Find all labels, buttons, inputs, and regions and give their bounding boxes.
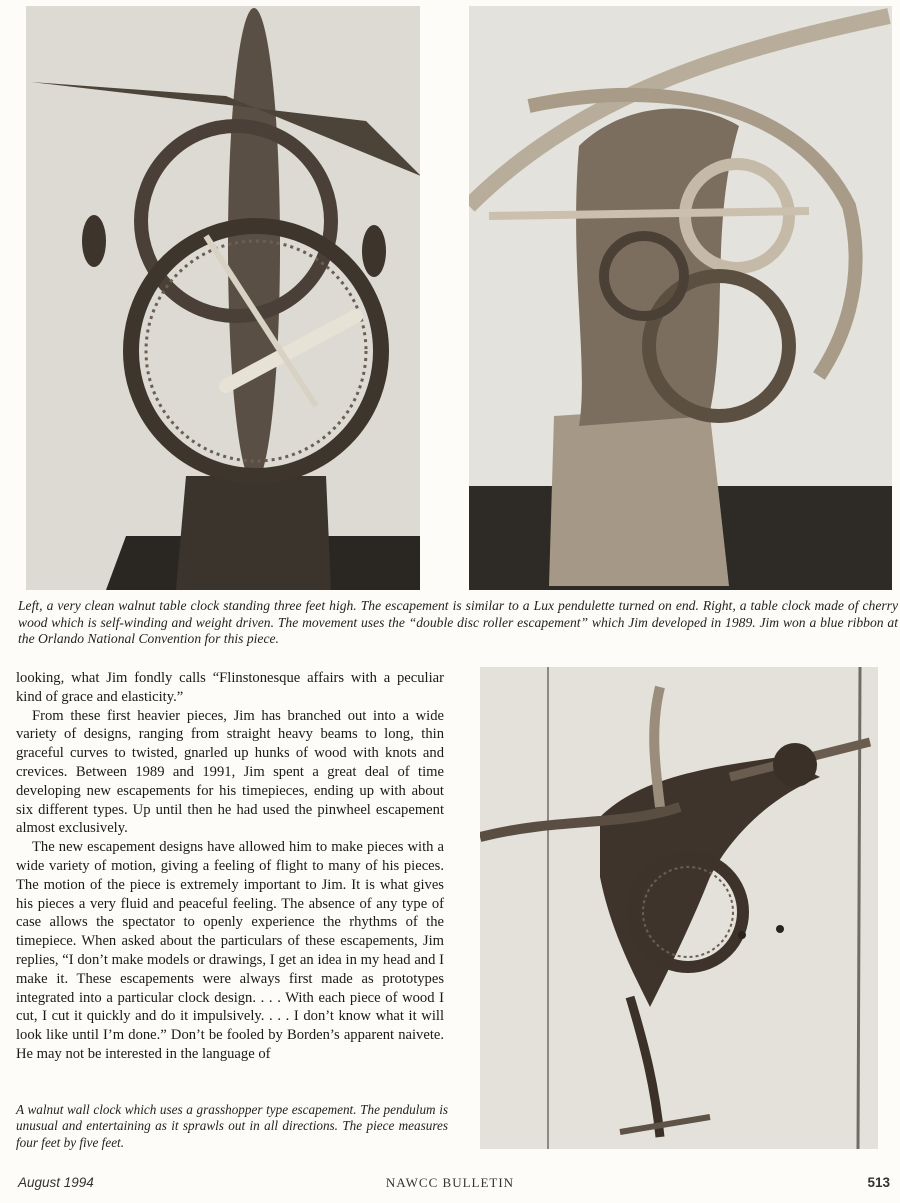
paragraph-3: The new escapement designs have allowed him to make pieces with a wide variety of motion, giving a feeling of flight to many of his pieces. The motion of the piece is extremely important to Jim. It is what gives his pieces a very fluid and peaceful feeling. The absence of any type of case allows the spectator to openly experience the rhythms of the timepiece. When asked about the particulars of these escapements, Jim replies, “I don’t make models or drawings, I get an idea in my head and I make it. These escapements were always first made as prototypes integrated into a particular clock design. . . . With each piece of wood I cut, I cut it quickly and do it impulsively. . . . I don’t know what it will look like until I’m done.” Don’t be fooled by Borden’s apparent naivete. He may not be interested in the language of [16,839,444,1062]
article-body [16,669,444,1064]
cherry-table-clock-image [469,6,892,590]
paragraph-2: From these first heavier pieces, Jim has branched out into a wide variety of designs, ranging from straight heavy beams to long, thin graceful curves to twisted, gnarled up hunks of wood with knots and crevices. Between 1989 and 1991, Jim spent a great deal of time developing new escapements for his timepieces, ending up with about six different types. Up until then he had used the pinwheel escapement almost exclusively. [16,707,444,837]
paragraph-1: looking, what Jim fondly calls “Flinstonesque affairs with a peculiar kind of grace and elasticity.” [16,670,444,705]
caption-wall-clock: A walnut wall clock which uses a grasshopper type escapement. The pendulum is unusual and entertaining as it sprawls out in all directions. The piece measures four feet by five feet. [16,1102,448,1150]
footer-journal-title: NAWCC BULLETIN [385,1175,515,1190]
photo-walnut-wall-clock [480,667,878,1149]
caption-table-clocks: Left, a very clean walnut table clock standing three feet high. The escapement is similar to a Lux pendulette turned on end. Right, a table clock made of cherry wood which is self-winding and weight driven. The movement uses the “double disc roller escapement” which Jim developed in 1989. Jim won a blue ribbon at the Orlando National Convention for this piece. [18,598,898,647]
photo-cherry-table-clock [469,6,892,590]
footer-date: August 1994 [18,1175,94,1190]
photo-walnut-table-clock [26,6,420,590]
page-number: 513 [867,1175,890,1190]
walnut-wall-clock-image [480,667,878,1149]
walnut-table-clock-image [26,6,420,590]
